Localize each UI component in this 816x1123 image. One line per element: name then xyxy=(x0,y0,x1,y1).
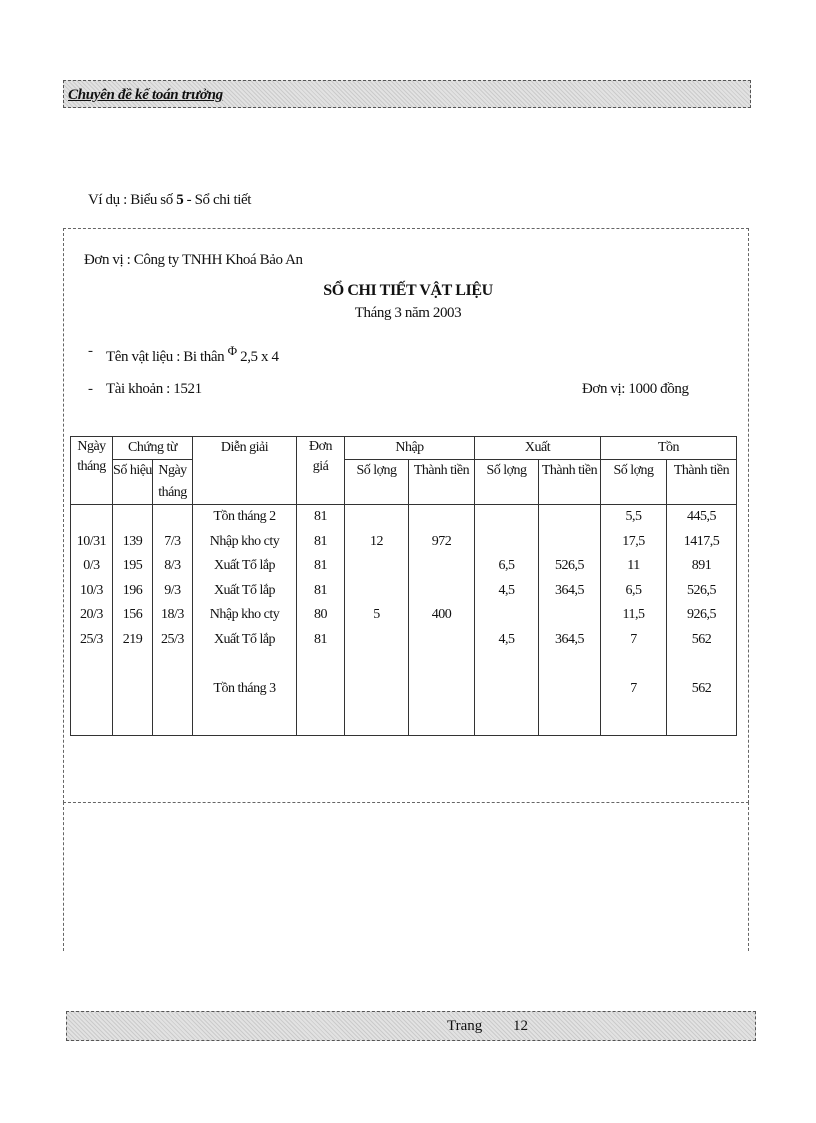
page-label: Trang xyxy=(447,1018,483,1034)
description-column: Tồn tháng 2 Nhập kho cty Xuất Tổ lắp Xuất Tổ lắp Nhập kho cty Xuất Tổ lắp Tồn tháng 3 xyxy=(193,505,297,736)
page-number: 12 xyxy=(513,1018,528,1034)
col-export-qty-header: Số lợng xyxy=(475,460,539,505)
col-balance-qty-header: Số lợng xyxy=(601,460,667,505)
closing-balance-qty: 7 xyxy=(630,680,637,696)
page-footer xyxy=(66,1011,756,1041)
document-subtitle: Tháng 3 năm 2003 xyxy=(354,305,462,321)
example-prefix: Ví dụ : Biểu số xyxy=(88,192,177,208)
example-number: 5 xyxy=(176,192,184,208)
date-column: 10/31 0/3 10/3 20/3 25/3 xyxy=(71,505,113,736)
material-size: 2,5 x 4 xyxy=(240,349,279,365)
account-line: Tài khoản : 1521 xyxy=(106,381,202,397)
material-line xyxy=(106,343,279,366)
export-qty-column: 6,5 4,5 4,5 xyxy=(475,505,539,736)
export-amount-column: 526,5 364,5 364,5 xyxy=(539,505,601,736)
balance-qty-column: 5,5 17,5 11 6,5 11,5 7 7 xyxy=(601,505,667,736)
col-voucher-header: Chứng từ xyxy=(113,437,193,460)
col-voucher-date-header: Ngày tháng xyxy=(153,460,193,505)
header-row-1 xyxy=(71,437,737,460)
voucher-no-column: 139 195 196 156 219 xyxy=(113,505,153,736)
col-balance-header: Tồn xyxy=(601,437,737,460)
header-title: Chuyên đề kế toán trưởng xyxy=(68,87,223,103)
closing-description: Tồn tháng 3 xyxy=(213,680,276,696)
bullet-marker: - xyxy=(88,343,93,359)
balance-amount-column: 445,5 1417,5 891 526,5 926,5 562 562 xyxy=(667,505,737,736)
col-balance-amount-header: Thành tiền xyxy=(667,460,737,505)
voucher-date-column: 7/3 8/3 9/3 18/3 25/3 xyxy=(153,505,193,736)
ledger-body xyxy=(71,505,737,736)
import-amount-column: 972 400 xyxy=(409,505,475,736)
blank-frame xyxy=(63,802,749,951)
col-voucher-no-header: Số hiệu xyxy=(113,460,153,505)
import-qty-column: 12 5 xyxy=(345,505,409,736)
col-date-header: Ngày tháng xyxy=(71,437,113,505)
col-import-header: Nhập xyxy=(345,437,475,460)
col-export-amount-header: Thành tiền xyxy=(539,460,601,505)
closing-balance-amount: 562 xyxy=(691,680,712,696)
example-caption xyxy=(88,192,251,209)
diameter-symbol: Φ xyxy=(227,343,237,358)
header-row-2 xyxy=(71,460,737,505)
col-description-header: Diễn giải xyxy=(193,437,297,505)
bullet-marker: - xyxy=(88,381,93,397)
unit-line: Đơn vị : Công ty TNHH Khoá Bảo An xyxy=(84,252,303,268)
unit-price-column: 81 81 81 81 80 81 xyxy=(297,505,345,736)
document-title: SỔ CHI TIẾT VẬT LIỆU xyxy=(323,282,493,299)
currency-unit: Đơn vị: 1000 đồng xyxy=(582,381,689,397)
material-label: Tên vật liệu : Bi thân xyxy=(106,349,225,365)
col-import-amount-header: Thành tiền xyxy=(409,460,475,505)
ledger-table xyxy=(70,436,737,736)
col-unit-price-header: Đơn giá xyxy=(297,437,345,505)
example-suffix: - Sổ chi tiết xyxy=(183,192,252,208)
col-export-header: Xuất xyxy=(475,437,601,460)
col-import-qty-header: Số lợng xyxy=(345,460,409,505)
page-header xyxy=(63,80,751,108)
